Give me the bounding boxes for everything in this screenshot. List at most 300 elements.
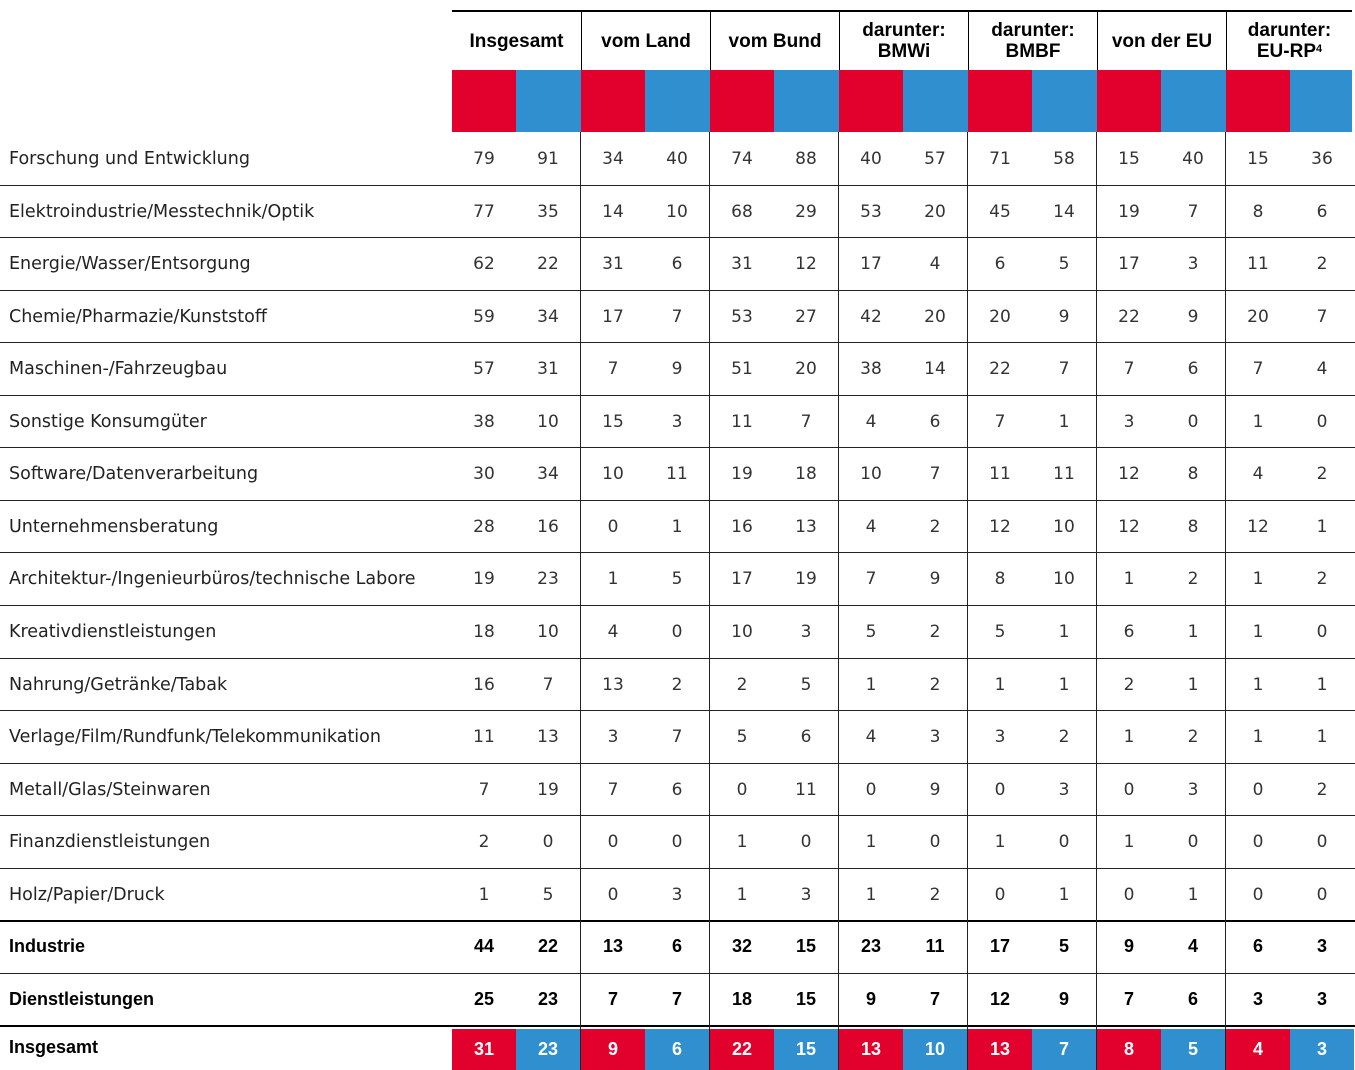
table-cell: 6: [1187, 358, 1199, 379]
table-cell: 45: [989, 201, 1011, 222]
table-cell: 15: [774, 1029, 838, 1070]
table-cell: 7: [1123, 358, 1135, 379]
table-cell: 2: [929, 516, 941, 537]
table-cell: 10: [860, 463, 882, 484]
table-cell: 1: [994, 674, 1006, 695]
table-cell: 4: [1226, 1029, 1290, 1070]
column-group-header: [839, 10, 968, 70]
table-cell: 3: [800, 884, 812, 905]
table-cell: 4: [865, 411, 877, 432]
table-cell: 0: [1316, 411, 1328, 432]
table-cell: 1: [865, 884, 877, 905]
table-cell: 4: [929, 253, 941, 274]
table-cell: 1: [736, 884, 748, 905]
table-row: [0, 290, 1355, 343]
row-label: Elektroindustrie/Messtechnik/Optik: [9, 201, 315, 222]
table-cell: 15: [795, 989, 817, 1009]
table-cell: 2: [929, 621, 941, 642]
table-cell: 2: [1123, 674, 1135, 695]
table-cell: 8: [1252, 201, 1264, 222]
table-cell: 3: [671, 411, 683, 432]
table-cell: 0: [671, 621, 683, 642]
table-cell: 25: [473, 989, 495, 1009]
column-group-title-line1: darunter:: [862, 20, 946, 41]
table-row: [0, 763, 1355, 816]
table-cell: 7: [1187, 201, 1199, 222]
table-cell: 6: [800, 726, 812, 747]
table-cell: 13: [602, 936, 624, 956]
row-label: Architektur-/Ingenieurbüros/technische Labore: [9, 568, 416, 589]
table-row: [0, 500, 1355, 553]
table-cell: 5: [671, 568, 683, 589]
row-label: Metall/Glas/Steinwaren: [9, 779, 211, 800]
table-cell: 20: [924, 306, 946, 327]
column-group-divider: [967, 132, 968, 1070]
table-cell: 5: [1058, 936, 1069, 956]
row-label: Software/Datenverarbeitung: [9, 463, 259, 484]
table-cell: 7: [607, 358, 619, 379]
table-cell: 1: [1316, 516, 1328, 537]
table-cell: 6: [671, 936, 682, 956]
table-cell: 40: [1182, 148, 1204, 169]
column-group-title-line1: vom Bund: [728, 30, 822, 52]
column-group-title-line1: darunter:: [1247, 20, 1332, 41]
table-cell: 15: [602, 411, 624, 432]
table-cell: 4: [865, 516, 877, 537]
table-cell: 10: [1053, 568, 1075, 589]
table-cell: 8: [1187, 463, 1199, 484]
table-cell: 0: [1187, 411, 1199, 432]
table-cell: 3: [800, 621, 812, 642]
red-legend-swatch: [968, 70, 1032, 132]
table-cell: 9: [1123, 936, 1134, 956]
row-label: Chemie/Pharmazie/Kunststoff: [9, 306, 267, 327]
table-cell: 2: [671, 674, 683, 695]
table-cell: 22: [989, 358, 1011, 379]
table-cell: 7: [1252, 358, 1264, 379]
table-cell: 77: [473, 201, 495, 222]
table-cell: 1: [607, 568, 619, 589]
column-group-header: [1097, 10, 1226, 70]
table-cell: 57: [924, 148, 946, 169]
table-cell: 6: [994, 253, 1006, 274]
table-cell: 9: [1058, 989, 1069, 1009]
table-cell: 28: [473, 516, 495, 537]
table-cell: 1: [865, 674, 877, 695]
table-cell: 0: [671, 831, 683, 852]
table-cell: 13: [968, 1029, 1032, 1070]
table-cell: 5: [1161, 1029, 1225, 1070]
table-cell: 0: [865, 779, 877, 800]
table-cell: 10: [537, 411, 559, 432]
row-label: Verlage/Film/Rundfunk/Telekommunikation: [9, 726, 381, 747]
row-label: Maschinen-/Fahrzeugbau: [9, 358, 228, 379]
table-cell: 1: [1123, 831, 1135, 852]
table-cell: 1: [1123, 568, 1135, 589]
column-group-header: [1226, 10, 1352, 70]
table-cell: 5: [736, 726, 748, 747]
table-cell: 14: [602, 201, 624, 222]
table-cell: 16: [473, 674, 495, 695]
table-cell: 10: [731, 621, 753, 642]
table-cell: 44: [473, 936, 495, 956]
table-cell: 8: [994, 568, 1006, 589]
table-cell: 3: [671, 884, 683, 905]
table-cell: 7: [1123, 989, 1134, 1009]
table-cell: 88: [795, 148, 817, 169]
table-cell: 17: [989, 936, 1011, 956]
table-cell: 2: [478, 831, 490, 852]
table-cell: 1: [1187, 884, 1199, 905]
column-group-header: [452, 10, 581, 70]
table-cell: 4: [1316, 358, 1328, 379]
table-cell: 19: [537, 779, 559, 800]
table-cell: 40: [666, 148, 688, 169]
table-cell: 7: [671, 989, 682, 1009]
red-legend-swatch: [839, 70, 903, 132]
row-label: Holz/Papier/Druck: [9, 884, 165, 905]
table-cell: 53: [860, 201, 882, 222]
table-cell: 0: [607, 516, 619, 537]
table-cell: 3: [1252, 989, 1263, 1009]
table-cell: 7: [865, 568, 877, 589]
table-cell: 7: [929, 989, 940, 1009]
table-cell: 3: [1316, 936, 1327, 956]
table-cell: 30: [473, 463, 495, 484]
table-cell: 0: [1252, 831, 1264, 852]
table-cell: 3: [1316, 989, 1327, 1009]
blue-legend-swatch: [516, 70, 581, 132]
table-cell: 29: [795, 201, 817, 222]
table-cell: 68: [731, 201, 753, 222]
table-cell: 1: [1187, 674, 1199, 695]
table-cell: 4: [1187, 936, 1198, 956]
table-cell: 8: [1097, 1029, 1161, 1070]
table-cell: 5: [542, 884, 554, 905]
table-cell: 1: [1123, 726, 1135, 747]
table-cell: 0: [1187, 831, 1199, 852]
table-cell: 13: [602, 674, 624, 695]
table-cell: 11: [666, 463, 688, 484]
table-cell: 17: [602, 306, 624, 327]
column-group-title: [862, 20, 945, 62]
blue-legend-swatch: [774, 70, 839, 132]
table-cell: 1: [865, 831, 877, 852]
row-label: Kreativdienstleistungen: [9, 621, 217, 642]
table-cell: 23: [537, 568, 559, 589]
red-legend-swatch: [581, 70, 645, 132]
table-cell: 34: [602, 148, 624, 169]
table-cell: 32: [731, 936, 753, 956]
table-cell: 0: [736, 779, 748, 800]
table-row: [0, 185, 1355, 238]
table-cell: 18: [731, 989, 753, 1009]
table-cell: 0: [1252, 779, 1264, 800]
table-cell: 1: [1058, 884, 1070, 905]
table-cell: 1: [1316, 674, 1328, 695]
table-cell: 11: [1053, 463, 1075, 484]
table-cell: 0: [607, 884, 619, 905]
table-cell: 59: [473, 306, 495, 327]
table-cell: 1: [1187, 621, 1199, 642]
table-cell: 11: [989, 463, 1011, 484]
table-cell: 58: [1053, 148, 1075, 169]
blue-legend-swatch: [1161, 70, 1226, 132]
row-label: Insgesamt: [9, 1037, 99, 1057]
column-group-title: [470, 31, 564, 52]
table-cell: 9: [929, 779, 941, 800]
table-cell: 13: [795, 516, 817, 537]
table-cell: 51: [731, 358, 753, 379]
table-cell: 11: [731, 411, 753, 432]
table-cell: 10: [903, 1029, 967, 1070]
table-cell: 31: [452, 1029, 516, 1070]
red-legend-swatch: [710, 70, 774, 132]
table-row: [0, 658, 1355, 711]
table-cell: 14: [924, 358, 946, 379]
table-cell: 7: [671, 306, 683, 327]
row-label: Forschung und Entwicklung: [9, 148, 250, 169]
table-cell: 40: [860, 148, 882, 169]
table-cell: 4: [865, 726, 877, 747]
table-cell: 9: [581, 1029, 645, 1070]
table-cell: 4: [1252, 463, 1264, 484]
table-cell: 6: [1123, 621, 1135, 642]
table-row: [0, 447, 1355, 500]
table-cell: 2: [1316, 463, 1328, 484]
column-group-title: [601, 31, 691, 52]
table-cell: 1: [736, 831, 748, 852]
table-cell: 42: [860, 306, 882, 327]
table-cell: 11: [1247, 253, 1269, 274]
table-cell: 3: [929, 726, 941, 747]
table-cell: 62: [473, 253, 495, 274]
table-cell: 2: [1316, 253, 1328, 274]
column-group-header: [710, 10, 839, 70]
table-cell: 3: [1058, 779, 1070, 800]
table-cell: 23: [537, 989, 559, 1009]
table-cell: 1: [1252, 726, 1264, 747]
table-cell: 11: [795, 779, 817, 800]
table-cell: 0: [1316, 621, 1328, 642]
table-cell: 2: [1187, 568, 1199, 589]
table-cell: 12: [1118, 463, 1140, 484]
table-cell: 1: [1252, 674, 1264, 695]
column-group-title-line1: darunter:: [991, 20, 1075, 41]
table-cell: 79: [473, 148, 495, 169]
table-row: [0, 552, 1355, 605]
table-cell: 11: [473, 726, 495, 747]
table-row: [0, 605, 1355, 658]
table-cell: 9: [1058, 306, 1070, 327]
row-label: Industrie: [9, 936, 86, 956]
table-cell: 3: [994, 726, 1006, 747]
table-cell: 20: [795, 358, 817, 379]
table-cell: 1: [478, 884, 490, 905]
table-cell: 23: [860, 936, 882, 956]
table-cell: 6: [645, 1029, 709, 1070]
table-cell: 2: [1058, 726, 1070, 747]
table-cell: 6: [929, 411, 941, 432]
table-cell: 7: [607, 779, 619, 800]
table-cell: 18: [473, 621, 495, 642]
table-cell: 16: [537, 516, 559, 537]
table-cell: 5: [800, 674, 812, 695]
table-cell: 12: [795, 253, 817, 274]
column-group-divider: [838, 132, 839, 1070]
table-cell: 23: [516, 1029, 580, 1070]
table-cell: 1: [994, 831, 1006, 852]
table-cell: 9: [671, 358, 683, 379]
column-group-title-text: BMWi: [877, 41, 931, 62]
table-cell: 7: [607, 989, 618, 1009]
table-cell: 20: [924, 201, 946, 222]
table-cell: 17: [731, 568, 753, 589]
table-cell: 22: [537, 253, 559, 274]
table-cell: 0: [1316, 831, 1328, 852]
table-cell: 1: [1252, 411, 1264, 432]
table-cell: 15: [1118, 148, 1140, 169]
table-cell: 0: [994, 884, 1006, 905]
table-cell: 13: [839, 1029, 903, 1070]
table-cell: 2: [736, 674, 748, 695]
table-cell: 6: [1187, 989, 1198, 1009]
table-cell: 38: [473, 411, 495, 432]
table-cell: 0: [1123, 779, 1135, 800]
table-cell: 3: [607, 726, 619, 747]
table-cell: 14: [1053, 201, 1075, 222]
table-cell: 2: [1316, 779, 1328, 800]
table-cell: 34: [537, 463, 559, 484]
table-cell: 18: [795, 463, 817, 484]
red-legend-swatch: [452, 70, 516, 132]
column-group-title-text: EU-RP: [1256, 41, 1316, 62]
row-label: Finanzdienstleistungen: [9, 831, 211, 852]
column-group-title: [729, 31, 822, 52]
table-cell: 12: [1247, 516, 1269, 537]
row-label: Unternehmensberatung: [9, 516, 219, 537]
table-cell: 2: [929, 884, 941, 905]
table-cell: 38: [860, 358, 882, 379]
column-group-title: [1112, 31, 1212, 52]
table-cell: 19: [795, 568, 817, 589]
table-cell: 13: [537, 726, 559, 747]
table-cell: 36: [1311, 148, 1333, 169]
table-cell: 0: [1058, 831, 1070, 852]
table-cell: 1: [1252, 568, 1264, 589]
table-cell: 15: [1247, 148, 1269, 169]
table-cell: 7: [1316, 306, 1328, 327]
table-cell: 9: [865, 989, 876, 1009]
row-label: Energie/Wasser/Entsorgung: [9, 253, 251, 274]
table-cell: 12: [989, 516, 1011, 537]
summary-row: [0, 920, 1355, 973]
table-row: [0, 237, 1355, 290]
column-group-divider: [1096, 132, 1097, 1070]
table-cell: 0: [994, 779, 1006, 800]
column-group-header: [968, 10, 1097, 70]
table-cell: 19: [731, 463, 753, 484]
total-row: [0, 1025, 1355, 1070]
table-cell: 0: [1252, 884, 1264, 905]
table-row: [0, 132, 1355, 185]
table-row: [0, 815, 1355, 868]
table-cell: 1: [1316, 726, 1328, 747]
table-cell: 10: [1053, 516, 1075, 537]
table-cell: 91: [537, 148, 559, 169]
table-cell: 12: [989, 989, 1011, 1009]
table-cell: 12: [1118, 516, 1140, 537]
table-cell: 2: [929, 674, 941, 695]
table-cell: 19: [473, 568, 495, 589]
table-cell: 27: [795, 306, 817, 327]
column-group-title-line2: [991, 41, 1074, 62]
table-cell: 3: [1290, 1029, 1354, 1070]
table-cell: 0: [1123, 884, 1135, 905]
table-cell: 3: [1187, 779, 1199, 800]
table-cell: 5: [865, 621, 877, 642]
table-cell: 3: [1123, 411, 1135, 432]
table-cell: 1: [1058, 674, 1070, 695]
table-cell: 7: [994, 411, 1006, 432]
table-cell: 2: [1316, 568, 1328, 589]
table-cell: 7: [478, 779, 490, 800]
table-cell: 11: [925, 936, 945, 956]
table-cell: 4: [607, 621, 619, 642]
table-cell: 20: [989, 306, 1011, 327]
table-cell: 22: [710, 1029, 774, 1070]
table-cell: 0: [800, 831, 812, 852]
table-cell: 7: [1032, 1029, 1096, 1070]
table-cell: 7: [542, 674, 554, 695]
column-group-title: [991, 20, 1074, 62]
column-group-title-line2: [1248, 41, 1331, 62]
table-cell: 0: [542, 831, 554, 852]
table-cell: 17: [1118, 253, 1140, 274]
footnote-marker: 4: [1316, 43, 1323, 55]
table-cell: 10: [602, 463, 624, 484]
column-group-title-line1: von der EU: [1111, 30, 1213, 52]
red-legend-swatch: [1097, 70, 1161, 132]
row-label: Nahrung/Getränke/Tabak: [9, 674, 228, 695]
column-group-title-line2: [862, 41, 945, 62]
table-cell: 6: [1252, 936, 1263, 956]
table-cell: 1: [1058, 621, 1070, 642]
blue-legend-swatch: [1032, 70, 1097, 132]
table-cell: 7: [671, 726, 683, 747]
table-row: [0, 710, 1355, 763]
table-cell: 7: [1058, 358, 1070, 379]
table-cell: 8: [1187, 516, 1199, 537]
table-cell: 0: [1316, 884, 1328, 905]
table-cell: 6: [671, 253, 683, 274]
column-group-divider: [1225, 132, 1226, 1070]
table-row: [0, 868, 1355, 921]
summary-row: [0, 973, 1355, 1026]
column-group-divider: [580, 132, 581, 1070]
table-row: [0, 342, 1355, 395]
table-cell: 15: [795, 936, 817, 956]
table-cell: 9: [929, 568, 941, 589]
table-cell: 10: [537, 621, 559, 642]
table-cell: 31: [731, 253, 753, 274]
table-cell: 31: [602, 253, 624, 274]
blue-legend-swatch: [903, 70, 968, 132]
table-cell: 0: [607, 831, 619, 852]
column-group-title-line1: vom Land: [601, 30, 691, 52]
table-cell: 16: [731, 516, 753, 537]
red-legend-swatch: [1226, 70, 1290, 132]
